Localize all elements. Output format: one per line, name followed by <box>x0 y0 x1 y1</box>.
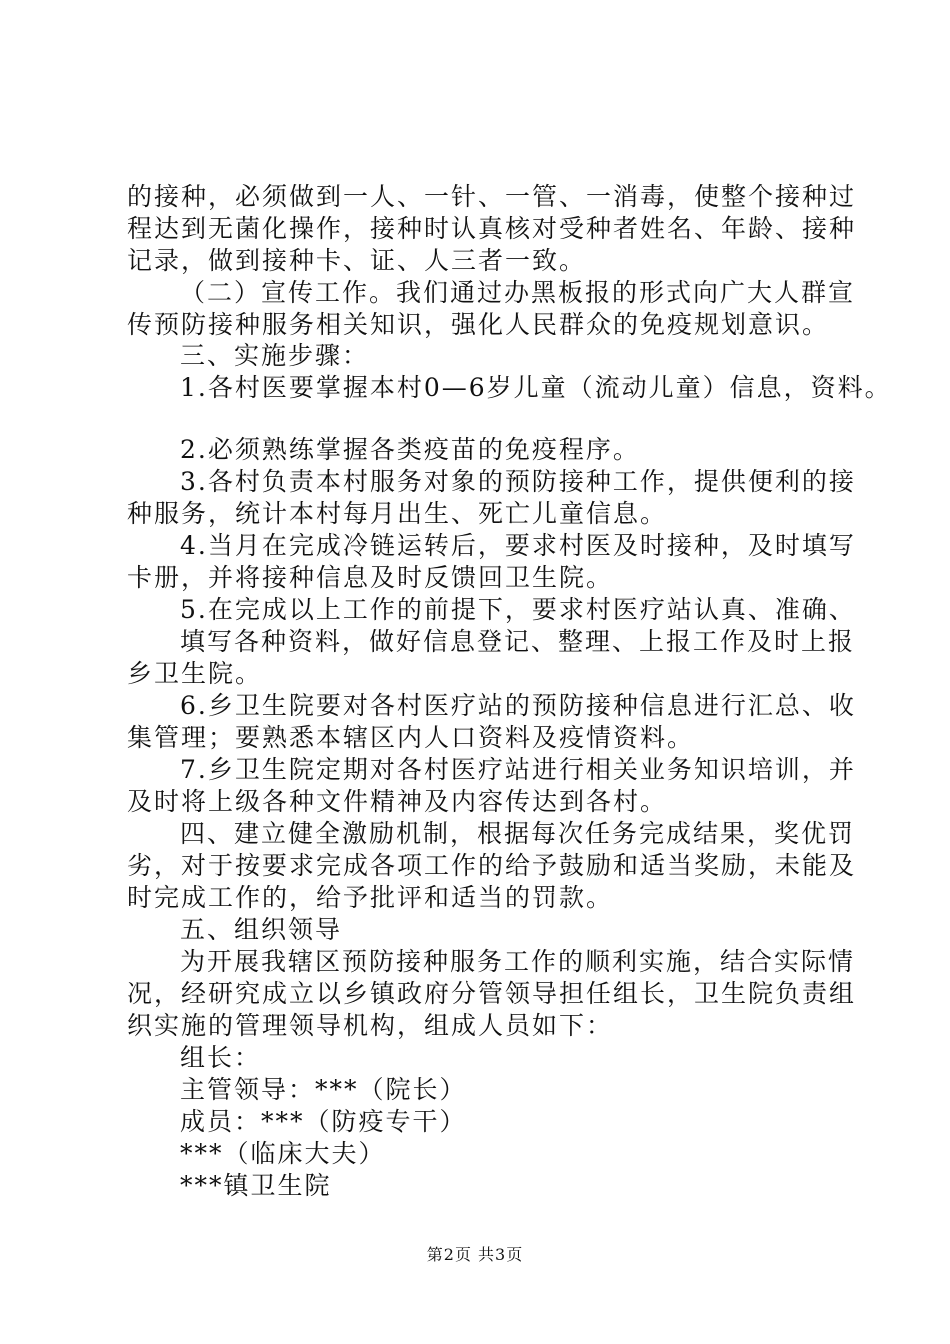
text-line: 记录，做到接种卡、证、人三者一致。 <box>127 246 587 275</box>
text-line: 况，经研究成立以乡镇政府分管领导担任组长，卫生院负责组 <box>127 979 857 1008</box>
text-line: 5.在完成以上工作的前提下，要求村医疗站认真、准确、 <box>180 595 856 624</box>
text-line: 种服务，统计本村每月出生、死亡儿童信息。 <box>127 499 668 528</box>
text-line: 4.当月在完成冷链运转后，要求村医及时接种，及时填写 <box>180 531 856 560</box>
text-line: 填写各种资料，做好信息登记、整理、上报工作及时上报 <box>180 627 856 656</box>
text-line: 及时将上级各种文件精神及内容传达到各村。 <box>127 787 668 816</box>
text-line: 成员：***（防疫专干） <box>180 1107 467 1136</box>
text-line: 卡册，并将接种信息及时反馈回卫生院。 <box>127 563 614 592</box>
section-heading: 三、实施步骤： <box>180 341 370 370</box>
text-line: 主管领导：***（院长） <box>180 1075 467 1104</box>
text-line: 四、建立健全激励机制，根据每次任务完成结果，奖优罚 <box>180 819 856 848</box>
text-line: 6.乡卫生院要对各村医疗站的预防接种信息进行汇总、收 <box>180 691 856 720</box>
text-line: 劣，对于按要求完成各项工作的给予鼓励和适当奖励，未能及 <box>127 851 857 880</box>
text-line: 3.各村负责本村服务对象的预防接种工作，提供便利的接 <box>180 467 856 496</box>
text-line: 程达到无菌化操作，接种时认真核对受种者姓名、年龄、接种 <box>127 214 857 243</box>
text-line: ***（临床大夫） <box>180 1139 386 1168</box>
text-line: 7.乡卫生院定期对各村医疗站进行相关业务知识培训，并 <box>180 755 856 784</box>
text-line: 组长： <box>180 1043 262 1072</box>
text-line: 时完成工作的，给予批评和适当的罚款。 <box>127 883 614 912</box>
text-line: 2.必须熟练掌握各类疫苗的免疫程序。 <box>180 435 640 464</box>
text-line: （二）宣传工作。我们通过办黑板报的形式向广大人群宣 <box>180 278 856 307</box>
section-heading: 五、组织领导 <box>180 915 343 944</box>
text-line: 集管理；要熟悉本辖区内人口资料及疫情资料。 <box>127 723 695 752</box>
text-line: 为开展我辖区预防接种服务工作的顺利实施，结合实际情 <box>180 947 856 976</box>
text-line: 织实施的管理领导机构，组成人员如下： <box>127 1011 614 1040</box>
text-line: 1.各村医要掌握本村0—6岁儿童（流动儿童）信息，资料。 <box>180 373 892 402</box>
text-line: 的接种，必须做到一人、一针、一管、一消毒，使整个接种过 <box>127 182 857 211</box>
text-line: 传预防接种服务相关知识，强化人民群众的免疫规划意识。 <box>127 310 830 339</box>
text-line: ***镇卫生院 <box>180 1171 332 1200</box>
text-line: 乡卫生院。 <box>127 659 263 688</box>
page-number-footer: 第2页 共3页 <box>426 1245 524 1264</box>
